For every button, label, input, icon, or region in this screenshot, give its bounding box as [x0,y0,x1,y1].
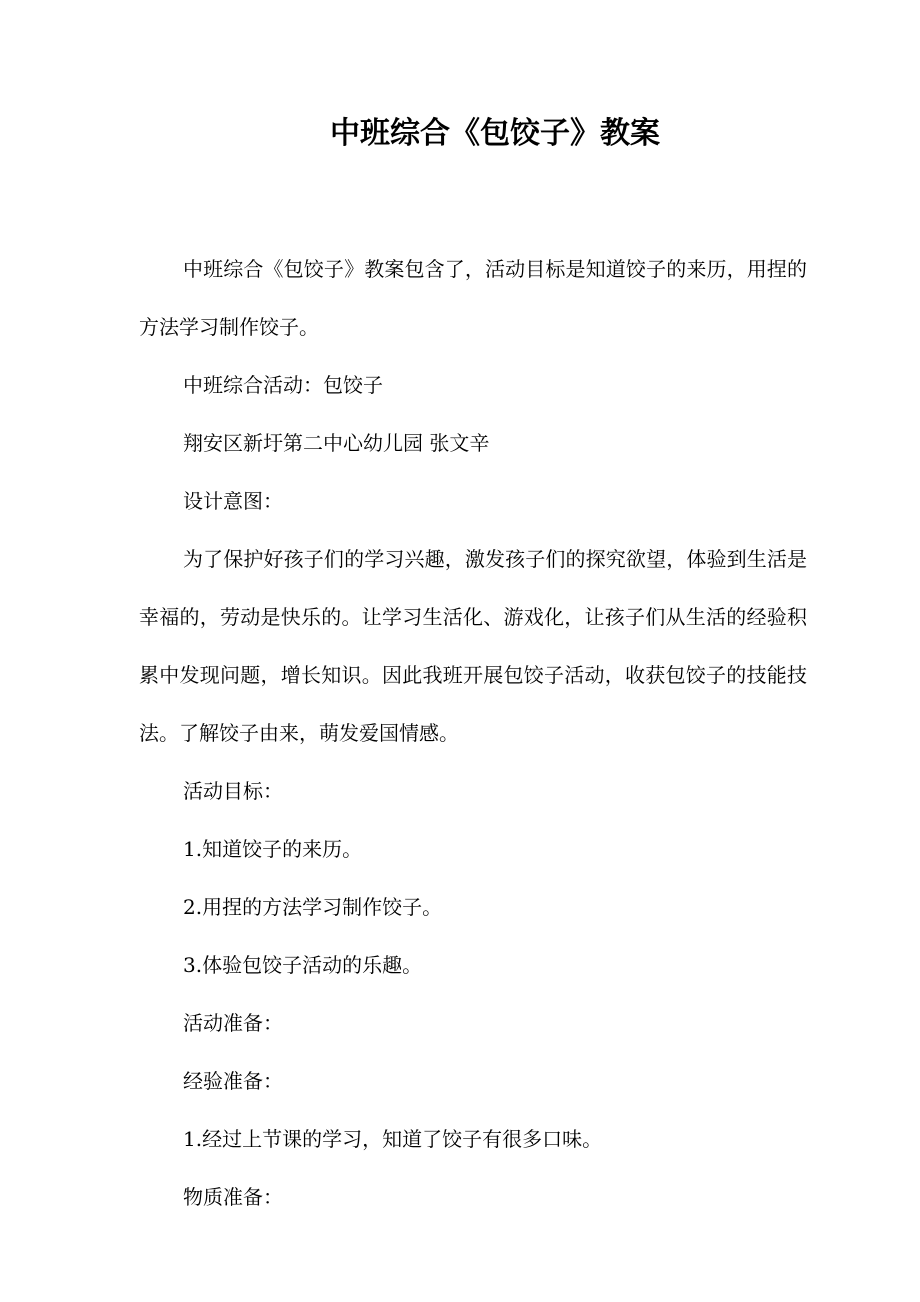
section-heading-design: 设计意图： [183,489,283,513]
section-heading-preparation: 活动准备： [183,1011,283,1035]
author-line: 翔安区新圩第二中心幼儿园 张文辛 [183,431,490,455]
design-paragraph: 为了保护好孩子们的学习兴趣，激发孩子们的探究欲望，体验到生活是幸福的，劳动是快乐的。让学习生活化、游戏化，让孩子们从生活的经验积累中发现问题，增长知识。因此我班开展包饺子活动，收获包饺子的技能技法。了解饺子由来，萌发爱国情感。 [139,547,807,745]
document-title: 中班综合《包饺子》教案 [330,116,660,151]
goal-item-1: 1.知道饺子的来历。 [183,837,363,861]
activity-name: 中班综合活动：包饺子 [183,373,383,397]
section-heading-goals: 活动目标： [183,779,283,803]
subheading-materials: 物质准备： [183,1185,283,1209]
subheading-experience: 经验准备： [183,1069,283,1093]
intro-paragraph: 中班综合《包饺子》教案包含了，活动目标是知道饺子的来历，用捏的方法学习制作饺子。 [139,257,807,339]
goal-item-3: 3.体验包饺子活动的乐趣。 [183,953,423,977]
document-body [139,240,807,1226]
experience-item-1: 1.经过上节课的学习，知道了饺子有很多口味。 [183,1127,603,1151]
goal-item-2: 2.用捏的方法学习制作饺子。 [183,895,443,919]
